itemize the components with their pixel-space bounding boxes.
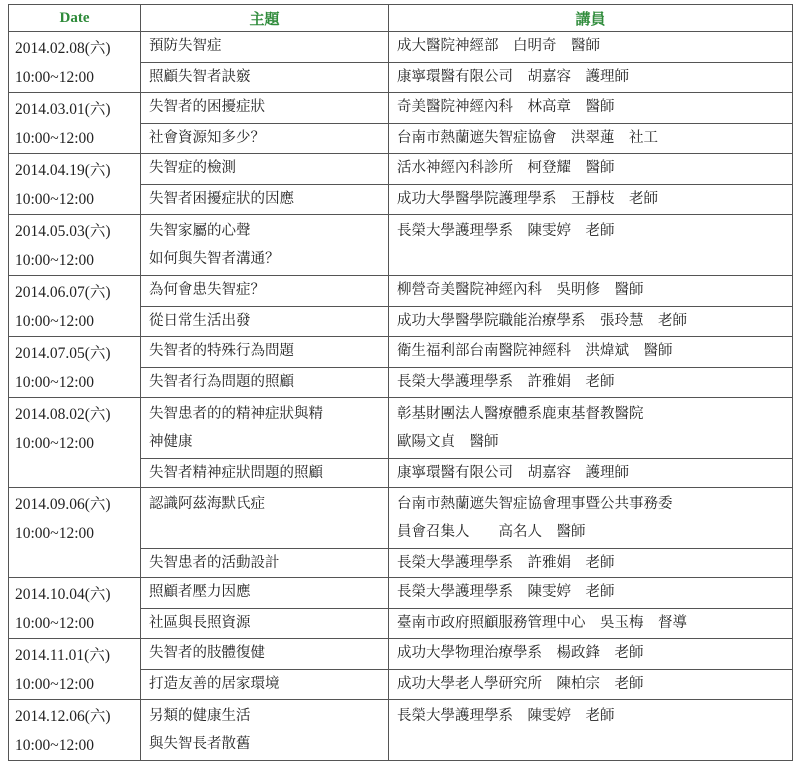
speaker-cell (389, 215, 793, 276)
topic-text: 失智者的肢體復健 (149, 645, 265, 661)
session-date-cell (9, 578, 141, 639)
session-time: 10:00~12:00 (15, 252, 94, 269)
speaker-text: 歐陽文貞 醫師 (397, 434, 499, 450)
session-date-cell (9, 154, 141, 215)
header-date: Date (9, 5, 141, 32)
topic-text: 預防失智症 (149, 38, 222, 54)
schedule-body (9, 32, 793, 761)
speaker-cell (389, 367, 793, 398)
topic-cell (141, 93, 389, 124)
speaker-cell (389, 184, 793, 215)
topic-cell (141, 549, 389, 578)
session-time: 10:00~12:00 (15, 525, 94, 542)
session-date: 2014.12.06(六) (15, 708, 111, 725)
topic-text: 與失智長者散舊 (149, 736, 251, 752)
speaker-cell (389, 154, 793, 185)
topic-cell (141, 398, 389, 459)
speaker-text: 衛生福利部台南醫院神經科 洪煒斌 醫師 (397, 343, 673, 359)
topic-text: 失智者困擾症狀的因應 (149, 190, 294, 207)
table-row (9, 276, 793, 307)
speaker-text: 臺南市政府照顧服務管理中心 吳玉梅 督導 (397, 614, 687, 631)
table-row (9, 93, 793, 124)
topic-cell (141, 700, 389, 761)
topic-text: 失智者行為問題的照顧 (149, 373, 294, 390)
topic-cell (141, 608, 389, 639)
topic-text: 照顧者壓力因應 (149, 584, 251, 600)
speaker-cell (389, 459, 793, 488)
table-row (9, 398, 793, 459)
speaker-cell (389, 700, 793, 761)
topic-cell (141, 669, 389, 700)
session-date-cell (9, 215, 141, 276)
speaker-cell (389, 639, 793, 670)
topic-cell (141, 488, 389, 549)
speaker-text: 成功大學物理治療學系 楊政鋒 老師 (397, 645, 644, 661)
session-time: 10:00~12:00 (15, 191, 94, 208)
session-date: 2014.09.06(六) (15, 496, 111, 513)
topic-text: 另類的健康生活 (149, 708, 251, 724)
speaker-cell (389, 608, 793, 639)
topic-cell (141, 367, 389, 398)
speaker-text: 長榮大學護理學系 許雅娟 老師 (397, 555, 615, 571)
topic-text: 社會資源知多少？ (149, 129, 265, 146)
session-date: 2014.06.07(六) (15, 284, 111, 301)
table-row (9, 639, 793, 670)
speaker-text: 奇美醫院神經內科 林高章 醫師 (397, 99, 615, 115)
header-topic: 主題 (141, 5, 389, 32)
topic-cell (141, 215, 389, 276)
speaker-text: 長榮大學護理學系 陳雯婷 老師 (397, 223, 615, 239)
session-date: 2014.02.08(六) (15, 40, 111, 57)
topic-text: 失智者精神症狀問題的照顧 (149, 465, 323, 481)
topic-text: 神健康 (149, 434, 193, 450)
session-date: 2014.11.01(六) (15, 647, 110, 664)
session-time: 10:00~12:00 (15, 313, 94, 330)
speaker-cell (389, 62, 793, 93)
session-time: 10:00~12:00 (15, 374, 94, 391)
speaker-cell (389, 398, 793, 459)
session-date: 2014.03.01(六) (15, 101, 111, 118)
topic-cell (141, 306, 389, 337)
speaker-cell (389, 669, 793, 700)
topic-text: 照顧失智者訣竅 (149, 68, 251, 85)
topic-text: 如何與失智者溝通？ (149, 251, 280, 267)
table-row (9, 578, 793, 609)
topic-text: 失智患者的活動設計 (149, 555, 280, 571)
session-date: 2014.07.05(六) (15, 345, 111, 362)
topic-cell (141, 62, 389, 93)
session-date-cell (9, 276, 141, 337)
speaker-cell (389, 488, 793, 549)
session-time: 10:00~12:00 (15, 615, 94, 632)
session-date-cell (9, 32, 141, 93)
speaker-text: 康寧環醫有限公司 胡嘉容 護理師 (397, 68, 629, 85)
session-date-cell (9, 488, 141, 578)
session-time: 10:00~12:00 (15, 676, 94, 693)
session-date: 2014.08.02(六) (15, 406, 111, 423)
speaker-text: 成功大學老人學研究所 陳柏宗 老師 (397, 675, 644, 692)
speaker-text: 台南市熱蘭遮失智症協會理事暨公共事務委 (397, 496, 673, 512)
speaker-text: 活水神經內科診所 柯登耀 醫師 (397, 160, 615, 176)
session-time: 10:00~12:00 (15, 69, 94, 86)
table-row (9, 154, 793, 185)
session-date-cell (9, 337, 141, 398)
session-date: 2014.05.03(六) (15, 223, 111, 240)
table-row (9, 215, 793, 276)
speaker-cell (389, 306, 793, 337)
session-date-cell (9, 93, 141, 154)
speaker-text: 員會召集人 高名人 醫師 (397, 524, 586, 540)
topic-text: 為何會患失智症？ (149, 282, 265, 298)
speaker-text: 成大醫院神經部 白明奇 醫師 (397, 38, 600, 54)
topic-cell (141, 337, 389, 368)
speaker-text: 長榮大學護理學系 陳雯婷 老師 (397, 708, 615, 724)
speaker-cell (389, 337, 793, 368)
topic-cell (141, 123, 389, 154)
topic-text: 社區與長照資源 (149, 614, 251, 631)
table-row (9, 32, 793, 63)
table-row (9, 700, 793, 761)
topic-text: 認識阿茲海默氏症 (149, 496, 265, 512)
table-row (9, 337, 793, 368)
topic-cell (141, 32, 389, 63)
speaker-text: 長榮大學護理學系 陳雯婷 老師 (397, 584, 615, 600)
speaker-cell (389, 123, 793, 154)
table-row (9, 488, 793, 549)
header-speaker: 講員 (389, 5, 793, 32)
session-date-cell (9, 700, 141, 761)
session-time: 10:00~12:00 (15, 435, 94, 452)
schedule-table (8, 4, 793, 761)
topic-cell (141, 459, 389, 488)
topic-cell (141, 276, 389, 307)
speaker-cell (389, 549, 793, 578)
speaker-cell (389, 32, 793, 63)
topic-text: 失智者的困擾症狀 (149, 99, 265, 115)
topic-text: 失智家屬的心聲 (149, 223, 251, 239)
topic-cell (141, 578, 389, 609)
topic-text: 失智者的特殊行為問題 (149, 343, 294, 359)
topic-text: 打造友善的居家環境 (149, 675, 280, 692)
session-time: 10:00~12:00 (15, 737, 94, 754)
topic-text: 失智患者的的精神症狀與精 (149, 406, 323, 422)
speaker-cell (389, 93, 793, 124)
topic-cell (141, 154, 389, 185)
topic-text: 從日常生活出發 (149, 312, 251, 329)
speaker-cell (389, 276, 793, 307)
session-date-cell (9, 639, 141, 700)
speaker-text: 成功大學醫學院職能治療學系 張玲慧 老師 (397, 312, 687, 329)
speaker-text: 康寧環醫有限公司 胡嘉容 護理師 (397, 465, 629, 481)
topic-cell (141, 184, 389, 215)
header-row (9, 5, 793, 32)
speaker-text: 成功大學醫學院護理學系 王靜枝 老師 (397, 190, 658, 207)
topic-text: 失智症的檢測 (149, 160, 236, 176)
session-time: 10:00~12:00 (15, 130, 94, 147)
speaker-cell (389, 578, 793, 609)
speaker-text: 長榮大學護理學系 許雅娟 老師 (397, 373, 615, 390)
speaker-text: 台南市熱蘭遮失智症協會 洪翠蓮 社工 (397, 129, 658, 146)
topic-cell (141, 639, 389, 670)
session-date-cell (9, 398, 141, 488)
speaker-text: 彰基財團法人醫療體系鹿東基督教醫院 (397, 406, 644, 422)
session-date: 2014.04.19(六) (15, 162, 111, 179)
speaker-text: 柳營奇美醫院神經內科 吳明修 醫師 (397, 282, 644, 298)
session-date: 2014.10.04(六) (15, 586, 111, 603)
